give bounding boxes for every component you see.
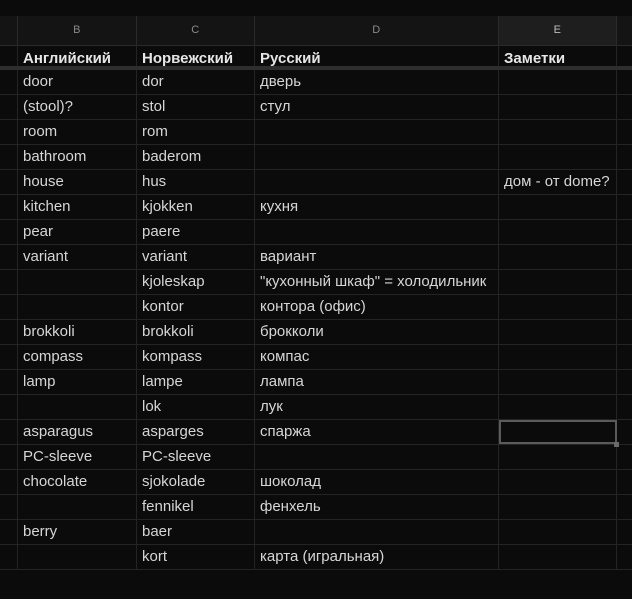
cell-notes[interactable]: [499, 245, 617, 269]
header-cell-russian[interactable]: Русский: [255, 45, 499, 66]
cell[interactable]: [617, 370, 632, 394]
cell[interactable]: [617, 220, 632, 244]
table-row: [0, 345, 632, 370]
cell-russian[interactable]: шоколад: [255, 470, 499, 494]
cell[interactable]: [0, 420, 18, 444]
cell[interactable]: [617, 445, 632, 469]
cell-norwegian[interactable]: sjokolade: [137, 470, 255, 494]
table-row: [0, 120, 632, 145]
table-row: [0, 145, 632, 170]
table-row: [0, 370, 632, 395]
cell[interactable]: [617, 145, 632, 169]
cell-english[interactable]: [18, 395, 137, 419]
cell[interactable]: [0, 370, 18, 394]
cell[interactable]: [0, 520, 18, 544]
cell-russian[interactable]: спаржа: [255, 420, 499, 444]
cell-norwegian[interactable]: rom: [137, 120, 255, 144]
cell-russian[interactable]: брокколи: [255, 320, 499, 344]
cell-notes[interactable]: [499, 195, 617, 219]
cell-norwegian[interactable]: brokkoli: [137, 320, 255, 344]
cell-norwegian[interactable]: kort: [137, 545, 255, 569]
cell-norwegian[interactable]: variant: [137, 245, 255, 269]
table-row: [0, 320, 632, 345]
cell[interactable]: [617, 495, 632, 519]
cell[interactable]: [617, 545, 632, 569]
cell[interactable]: [0, 170, 18, 194]
cell[interactable]: [617, 120, 632, 144]
cell[interactable]: [0, 395, 18, 419]
cell-notes[interactable]: [499, 520, 617, 544]
cell[interactable]: [0, 245, 18, 269]
cell-russian[interactable]: вариант: [255, 245, 499, 269]
cell[interactable]: [0, 145, 18, 169]
table-row: [0, 495, 632, 520]
cell-norwegian[interactable]: hus: [137, 170, 255, 194]
cell-russian[interactable]: карта (игральная): [255, 545, 499, 569]
cell[interactable]: [0, 320, 18, 344]
cell[interactable]: [0, 470, 18, 494]
cell-notes[interactable]: [499, 220, 617, 244]
cell-norwegian[interactable]: kjoleskap: [137, 270, 255, 294]
column-header-b[interactable]: B: [18, 16, 137, 45]
cell-norwegian[interactable]: kjokken: [137, 195, 255, 219]
cell[interactable]: [617, 70, 632, 94]
cell[interactable]: [617, 520, 632, 544]
cell-norwegian[interactable]: paere: [137, 220, 255, 244]
cell-notes[interactable]: [499, 295, 617, 319]
cell-notes[interactable]: [499, 395, 617, 419]
cell-notes[interactable]: [499, 495, 617, 519]
cell-english[interactable]: bathroom: [18, 145, 137, 169]
cell-english[interactable]: [18, 495, 137, 519]
column-header-d[interactable]: D: [255, 16, 499, 45]
cell-notes[interactable]: [499, 120, 617, 144]
cell[interactable]: [0, 70, 18, 94]
cell-notes[interactable]: [499, 345, 617, 369]
cell-notes[interactable]: [499, 445, 617, 469]
table-row: [0, 195, 632, 220]
cell-english[interactable]: chocolate: [18, 470, 137, 494]
cell[interactable]: [617, 320, 632, 344]
cell-norwegian[interactable]: baer: [137, 520, 255, 544]
cell-russian[interactable]: "кухонный шкаф" = холодильник: [255, 270, 499, 294]
cell[interactable]: [0, 195, 18, 219]
table-row: [0, 220, 632, 245]
cell-norwegian[interactable]: lampe: [137, 370, 255, 394]
cell[interactable]: [617, 345, 632, 369]
cell[interactable]: [0, 445, 18, 469]
cell-russian[interactable]: [255, 520, 499, 544]
cell-notes[interactable]: [499, 270, 617, 294]
table-row: [0, 445, 632, 470]
cell[interactable]: [617, 45, 632, 66]
cell-english[interactable]: [18, 295, 137, 319]
column-header-f[interactable]: [617, 16, 632, 45]
cell-russian[interactable]: компас: [255, 345, 499, 369]
cell[interactable]: [617, 420, 632, 444]
cell-english[interactable]: [18, 270, 137, 294]
cell-english[interactable]: compass: [18, 345, 137, 369]
cell-english[interactable]: (stool)?: [18, 95, 137, 119]
cell-russian[interactable]: лампа: [255, 370, 499, 394]
cell-notes[interactable]: [499, 320, 617, 344]
cell-notes[interactable]: [499, 145, 617, 169]
cell-english[interactable]: room: [18, 120, 137, 144]
cell[interactable]: [617, 395, 632, 419]
cell-russian[interactable]: лук: [255, 395, 499, 419]
cell-notes[interactable]: [499, 370, 617, 394]
cell-notes[interactable]: дом - от dome?: [499, 170, 617, 194]
cell-english[interactable]: PC-sleeve: [18, 445, 137, 469]
cell-english[interactable]: door: [18, 70, 137, 94]
header-cell-norwegian[interactable]: Норвежский: [137, 45, 255, 66]
cell-norwegian[interactable]: dor: [137, 70, 255, 94]
cell[interactable]: [617, 470, 632, 494]
cell-notes[interactable]: [499, 470, 617, 494]
active-cell[interactable]: [499, 420, 617, 444]
top-bar: [0, 0, 632, 16]
cell[interactable]: [617, 170, 632, 194]
cell-english[interactable]: kitchen: [18, 195, 137, 219]
column-header-row: [0, 16, 632, 46]
cell[interactable]: [0, 495, 18, 519]
header-cell-english[interactable]: Английский: [18, 45, 137, 66]
cell[interactable]: [0, 270, 18, 294]
cell-norwegian[interactable]: fennikel: [137, 495, 255, 519]
cell-norwegian[interactable]: kontor: [137, 295, 255, 319]
table-row: [0, 245, 632, 270]
cell-russian[interactable]: стул: [255, 95, 499, 119]
table-row: [0, 170, 632, 195]
cell-grid: [0, 45, 632, 570]
cell[interactable]: [617, 245, 632, 269]
cell-english[interactable]: brokkoli: [18, 320, 137, 344]
table-row: [0, 470, 632, 495]
cell-russian[interactable]: контора (офис): [255, 295, 499, 319]
cell-english[interactable]: berry: [18, 520, 137, 544]
cell-norwegian[interactable]: kompass: [137, 345, 255, 369]
cell[interactable]: [0, 45, 18, 66]
cell-russian[interactable]: кухня: [255, 195, 499, 219]
cell-notes[interactable]: [499, 95, 617, 119]
table-row: [0, 545, 632, 570]
column-header-a[interactable]: [0, 16, 18, 45]
cell[interactable]: [0, 545, 18, 569]
cell-norwegian[interactable]: stol: [137, 95, 255, 119]
cell-norwegian[interactable]: PC-sleeve: [137, 445, 255, 469]
cell[interactable]: [617, 195, 632, 219]
cell[interactable]: [617, 95, 632, 119]
cell-russian[interactable]: [255, 220, 499, 244]
table-row: [0, 270, 632, 295]
cell[interactable]: [0, 345, 18, 369]
cell-russian[interactable]: дверь: [255, 70, 499, 94]
table-row: [0, 420, 632, 445]
table-row: [0, 395, 632, 420]
cell-english[interactable]: [18, 545, 137, 569]
table-row: [0, 520, 632, 545]
cell-norwegian[interactable]: baderom: [137, 145, 255, 169]
cell-notes[interactable]: [499, 545, 617, 569]
cell-english[interactable]: house: [18, 170, 137, 194]
cell-norwegian[interactable]: lok: [137, 395, 255, 419]
cell-russian[interactable]: [255, 170, 499, 194]
header-row: [0, 45, 632, 70]
cell-english[interactable]: variant: [18, 245, 137, 269]
cell-russian[interactable]: [255, 120, 499, 144]
cell[interactable]: [617, 270, 632, 294]
cell-english[interactable]: lamp: [18, 370, 137, 394]
column-header-e[interactable]: E: [499, 16, 617, 45]
cell[interactable]: [0, 95, 18, 119]
cell[interactable]: [0, 120, 18, 144]
cell-english[interactable]: pear: [18, 220, 137, 244]
fill-handle[interactable]: [614, 442, 619, 447]
cell-russian[interactable]: [255, 145, 499, 169]
cell[interactable]: [0, 295, 18, 319]
table-row: [0, 70, 632, 95]
cell-english[interactable]: asparagus: [18, 420, 137, 444]
cell-russian[interactable]: [255, 445, 499, 469]
header-cell-notes[interactable]: Заметки: [499, 45, 617, 66]
cell-norwegian[interactable]: asparges: [137, 420, 255, 444]
column-header-c[interactable]: C: [137, 16, 255, 45]
cell[interactable]: [617, 295, 632, 319]
cell-notes[interactable]: [499, 70, 617, 94]
table-row: [0, 295, 632, 320]
cell[interactable]: [0, 220, 18, 244]
cell-russian[interactable]: фенхель: [255, 495, 499, 519]
table-row: [0, 95, 632, 120]
